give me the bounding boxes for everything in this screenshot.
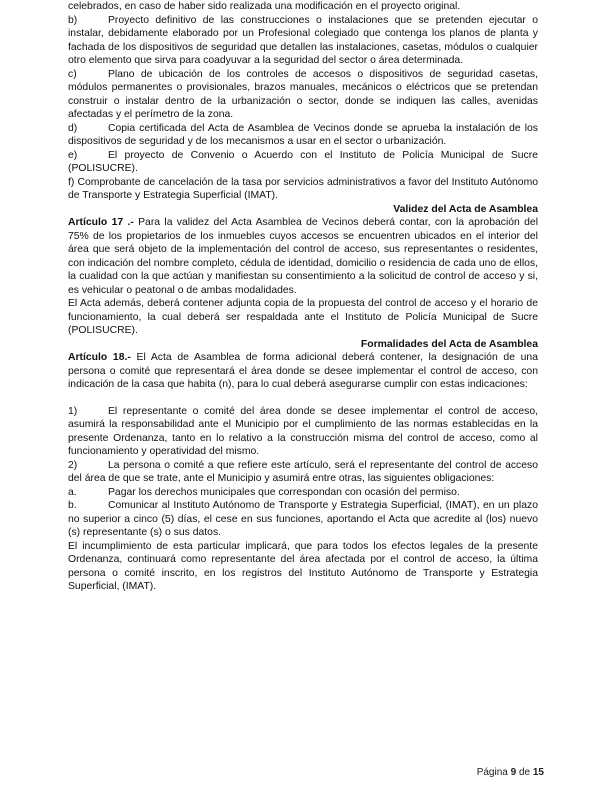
list-item-label: 1) (68, 405, 78, 417)
list-item (68, 499, 538, 540)
list-item-label: a. (68, 486, 77, 498)
article-17 (68, 216, 538, 297)
list-item-text: Comunicar al Instituto Autónomo de Transporte y Estrategia Superficial, (IMAT), en un plazo no superior a cinco (5) días, el cese en sus funciones, aportando el Acta que acredite al (los) nuevo (s) representante (s) o sus datos. (68, 500, 538, 538)
page-number (477, 766, 544, 780)
total-pages: 15 (532, 767, 544, 778)
list-item-text: Plano de ubicación de los controles de accesos o dispositivos de seguridad casetas, módulos permanentes o provisionales, brazos manuales, mecánicos o eléctricos que se pretendan construir o instalar dentro de la urbanización o sector, donde se indiquen las calles, avenidas afectadas y el perímetro de la zona. (68, 68, 538, 120)
list-item-text: Copia certificada del Acta de Asamblea de Vecinos donde se aprueba la instalación de los dispositivos de seguridad y de los mecanismos a usar en el sector o urbanización. (68, 122, 538, 147)
list-item-text: Proyecto definitivo de las construcciones o instalaciones que se pretenden ejecutar o instalar, debidamente elaborado por un Profesional colegiado que contenga los planos de planta y fachada de los dispositivos de seguridad que detallen las instalaciones, casetas, módulos o cualquier otro elemento que sirva para coadyuvar a la seguridad del sector o área determinada. (68, 14, 538, 66)
section-heading-validez: Validez del Acta de Asamblea (393, 203, 538, 215)
section-heading-formalidades: Formalidades del Acta de Asamblea (360, 338, 538, 350)
list-item-label: b. (68, 500, 77, 511)
list-item-text: El representante o comité del área donde se desee implementar el control de acceso, asumirá la responsabilidad ante el Municipio por el cumplimiento de las normas establecidas en la presente Ordenanza, tanto en lo relativo a la construcción misma del control de acceso, como al funcionamiento y operatividad del mismo. (68, 405, 538, 457)
article-18 (68, 351, 538, 392)
list-item-text: La persona o comité a que refiere este artículo, será el representante del control de acceso del área de que se trate, ante el Municipio y asumirá entre otras, las siguientes obligaciones: (68, 459, 538, 484)
list-item-label: 2) (68, 459, 78, 471)
list-item (68, 14, 538, 68)
intro-fragment: celebrados, en caso de haber sido realizada una modificación en el proyecto original. (68, 1, 461, 12)
list-item (68, 405, 538, 459)
list-item (68, 459, 538, 486)
current-page: 9 (510, 767, 517, 778)
list-item (68, 486, 538, 500)
list-item-label: c) (68, 68, 77, 80)
article-17-paragraph-2: El Acta además, deberá contener adjunta copia de la propuesta del control de acceso y el horario de funcionamiento, la cual deberá ser respaldada ante el Instituto de Policía Municipal de Sucre (POLISUCRE). (68, 298, 538, 336)
article-text: El Acta de Asamblea de forma adicional deberá contener, la designación de una persona o comité que representará el área donde se desee implementar el control de acceso, con indicación de la casa que habita (n), para lo cual deberá asegurarse cumplir con estas indicaciones: (68, 352, 538, 390)
list-item (68, 68, 538, 122)
article-label: Artículo 17 .- (68, 217, 134, 228)
article-label: Artículo 18.- (68, 352, 131, 363)
spacer (68, 392, 538, 405)
page-prefix: Página (476, 767, 508, 778)
list-item-label: d) (68, 122, 78, 134)
list-item (68, 149, 538, 176)
list-item-f: f) Comprobante de cancelación de la tasa por servicios administrativos a favor del Instituto Autónomo de Transporte y Estrategia Superficial (IMAT). (68, 176, 538, 201)
list-item-text: El proyecto de Convenio o Acuerdo con el Instituto de Policía Municipal de Sucre (POLISUCRE). (68, 149, 538, 174)
obligations-list (68, 405, 538, 540)
list-item (68, 122, 538, 149)
document-page (68, 0, 538, 594)
requirements-list (68, 14, 538, 203)
list-item-label: b) (68, 14, 78, 26)
page-sep: de (518, 767, 531, 778)
closing-paragraph: El incumplimiento de esta particular implicará, que para todos los efectos legales de la presente Ordenanza, continuará como representante del área afectada por el control de acceso, la última persona o comité inscrito, en los registros del Instituto Autónomo de Transporte y Estrategia Superficial, (IMAT). (68, 540, 538, 592)
list-item-label: e) (68, 149, 78, 161)
list-item-text: Pagar los derechos municipales que correspondan con ocasión del permiso. (108, 486, 460, 498)
article-text: Para la validez del Acta Asamblea de Vecinos deberá contar, con la aprobación del 75% de los propietarios de los inmuebles cuyos accesos se encuentren ubicados en el interior del área que será objeto de la implementación del control de acceso, sus representantes o residentes, con indicación del nombre completo, cédula de identidad, domicilio o residencia de cada uno de ellos, la cualidad con la que actúan y manifiestan su consentimiento a la solicitud de control de acceso y si, es vehicular o peatonal o de ambas modalidades. (68, 217, 538, 296)
